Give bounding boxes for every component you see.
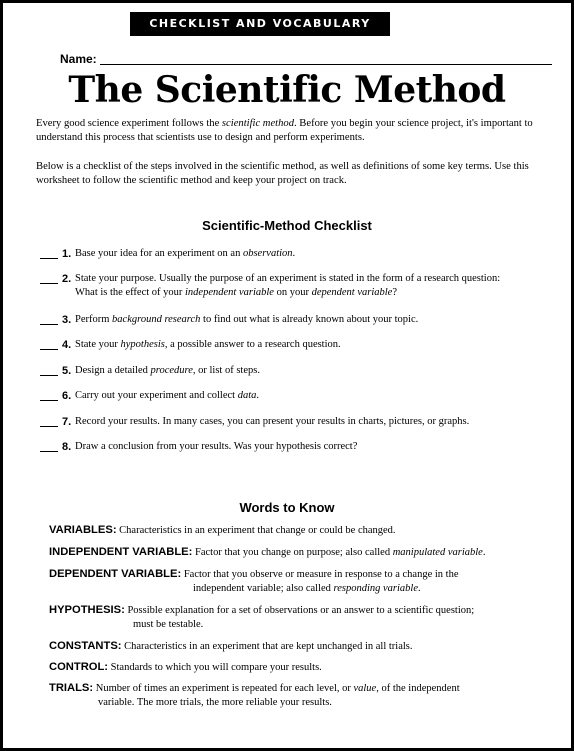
vocab-entry: CONTROL: Standards to which you will compare your results. [49,661,322,673]
checkbox-blank[interactable] [40,283,58,284]
vocab-entry: HYPOTHESIS: Possible explanation for a set of observations or an answer to a scientific question; must be testable. [49,604,475,630]
checkbox-blank[interactable] [40,451,58,452]
checkbox-blank[interactable] [40,258,58,259]
vocab-entry: TRIALS: Number of times an experiment is repeated for each level, or value, of the independent variable. The more trials, the more reliable your results. [49,682,460,708]
vocab-entry: VARIABLES: Characteristics in an experiment that change or could be changed. [49,524,396,536]
checkbox-blank[interactable] [40,426,58,427]
name-write-line [100,64,552,65]
vocab-entry: DEPENDENT VARIABLE: Factor that you observe or measure in response to a change in the independent variable; also called responding variable. [49,568,459,594]
checkbox-blank[interactable] [40,324,58,325]
section-banner: CHECKLIST AND VOCABULARY [130,12,390,36]
checkbox-blank[interactable] [40,375,58,376]
words-heading: Words to Know [239,500,335,515]
checklist-heading: Scientific-Method Checklist [202,218,372,233]
name-field [60,50,552,66]
page-title: The Scientific Method [68,69,506,111]
intro-paragraph-2: Below is a checklist of the steps involved in the scientific method, as well as definitions of some key terms. Use this worksheet to follow the scientific method and keep your project on track. [36,161,529,186]
vocab-entry: INDEPENDENT VARIABLE: Factor that you change on purpose; also called manipulated variable. [49,546,486,558]
checkbox-blank[interactable] [40,400,58,401]
checkbox-blank[interactable] [40,349,58,350]
worksheet-page: CHECKLIST AND VOCABULARY Name: The Scientific Method Every good science experiment follows the scientific method. Before you begin your science project, it's important to understand this process that scientists use to design and perform experiments. Below is a checklist of the steps involved in the scientific method, as well as definitions of some key terms. Use this worksheet to follow the scientific method and keep your project on track. Scientific-Method Checklist 1. Base your idea for an experiment on an observation. 2. State your purpose. Usually the purpose of an experiment is stated in the form of a research question: What is the effect of your independent variable on your dependent variable? 3. Perform background research to find out what is already known about your topic. 4. State your hypothesis, a possible answer to a research question. 5. Design a detailed procedure, or list of steps. 6. Carry out your experiment and collect data. 7. Record your results. In many cases, you can present your results in charts, pictures, or graphs. 8. Draw a conclusion from your results. Was your hypothesis correct? Words to Know VARIABLES: Characteristics in an experiment that change or could be changed. INDEPENDENT VARIABLE: Factor that you change on purpose; also called manipulated variable. DEPENDENT VARIABLE: Factor that you observe or measure in response to a change in the independent variable; also called responding variable. HYPOTHESIS: Possible explanation for a set of observations or an answer to a scientific question; must be testable. CONSTANTS: Characteristics in an experiment that are kept unchanged in all trials. CONTROL: Standards to which you will compare your results. TRIALS: Number of times an experiment is repeated for each level, or value, of the independent variable. The more trials, the more reliable your results. [0,0,574,751]
intro-paragraph-1: Every good science experiment follows the scientific method. Before you begin your science project, it's important to understand this process that scientists use to design and perform experiments. [36,118,533,143]
vocab-entry: CONSTANTS: Characteristics in an experiment that are kept unchanged in all trials. [49,640,413,652]
name-label: Name: [60,52,97,66]
